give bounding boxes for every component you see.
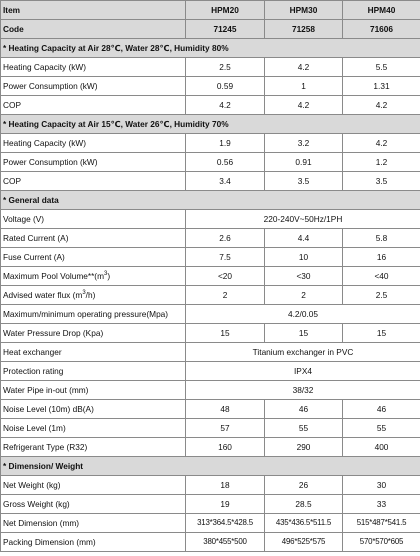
section-heading [1, 191, 420, 210]
row-label: Power Consumption (kW) [1, 153, 186, 172]
row-label: Refrigerant Type (R32) [1, 438, 186, 457]
cell-hpm20: 15 [186, 324, 265, 343]
row-label: Heating Capacity (kW) [1, 134, 186, 153]
cell-hpm40: 15 [343, 324, 420, 343]
cell-hpm30: 3.2 [265, 134, 343, 153]
cell-hpm20: 19 [186, 495, 265, 514]
row-label: Noise Level (10m) dB(A) [1, 400, 186, 419]
cell-hpm30: 1 [265, 77, 343, 96]
row-label: Noise Level (1m) [1, 419, 186, 438]
row-label: Heat exchanger [1, 343, 186, 362]
cell-hpm40: 5.8 [343, 229, 420, 248]
row-label: Power Consumption (kW) [1, 77, 186, 96]
code-label: Code [1, 20, 186, 39]
cell-hpm40: 4.2 [343, 134, 420, 153]
table-row [1, 134, 420, 153]
cell-hpm40: 570*570*605 [343, 533, 420, 552]
cell-hpm20: 57 [186, 419, 265, 438]
table-row [1, 476, 420, 495]
cell-hpm40: 4.2 [343, 96, 420, 115]
row-label: Heating Capacity (kW) [1, 58, 186, 77]
row-label: Net Weight (kg) [1, 476, 186, 495]
cell-hpm40: 33 [343, 495, 420, 514]
cell-hpm30: 55 [265, 419, 343, 438]
row-label: Water Pipe in-out (mm) [1, 381, 186, 400]
table-row [1, 400, 420, 419]
cell-hpm40: 1.31 [343, 77, 420, 96]
row-label: Packing Dimension (mm) [1, 533, 186, 552]
cell-hpm30: 28.5 [265, 495, 343, 514]
cell-hpm40: 46 [343, 400, 420, 419]
cell-hpm20: 313*364.5*428.5 [186, 514, 265, 533]
table-row [1, 210, 420, 229]
cell-hpm30: 4.2 [265, 96, 343, 115]
cell-hpm30: 290 [265, 438, 343, 457]
row-label: Net Dimension (mm) [1, 514, 186, 533]
row-label: Maximum/minimum operating pressure(Mpa) [1, 305, 186, 324]
cell-hpm40: 30 [343, 476, 420, 495]
cell-hpm40: 1.2 [343, 153, 420, 172]
cell-hpm20: 4.2 [186, 96, 265, 115]
water-flux-label: Advised water flux (m [3, 290, 83, 300]
header-row [1, 1, 420, 20]
table-row [1, 77, 420, 96]
section-heading [1, 115, 420, 134]
cell-hpm20: 160 [186, 438, 265, 457]
cell-hpm30: 15 [265, 324, 343, 343]
superscript: 3 [82, 290, 86, 297]
cell-hpm30: 4.2 [265, 58, 343, 77]
water-pipe-value: 38/32 [186, 381, 420, 400]
cell-hpm30: 496*525*575 [265, 533, 343, 552]
row-label [1, 267, 186, 286]
model-hpm20: HPM20 [186, 1, 265, 20]
cell-hpm20: 2.5 [186, 58, 265, 77]
voltage-value: 220-240V~50Hz/1PH [186, 210, 420, 229]
cell-hpm20: <20 [186, 267, 265, 286]
table-row [1, 267, 420, 286]
cell-hpm20: 3.4 [186, 172, 265, 191]
code-hpm30: 71258 [265, 20, 343, 39]
cell-hpm20: 2.6 [186, 229, 265, 248]
section-title-heating-15: * Heating Capacity at Air 15℃, Water 26℃, Humidity 70% [1, 115, 420, 134]
cell-hpm40: 55 [343, 419, 420, 438]
cell-hpm30: 26 [265, 476, 343, 495]
cell-hpm40: 2.5 [343, 286, 420, 305]
code-hpm40: 71606 [343, 20, 420, 39]
cell-hpm30: 435*436.5*511.5 [265, 514, 343, 533]
row-label: Voltage (V) [1, 210, 186, 229]
table-row [1, 229, 420, 248]
section-title-general: * General data [1, 191, 420, 210]
cell-hpm40: 515*487*541.5 [343, 514, 420, 533]
cell-hpm30: <30 [265, 267, 343, 286]
cell-hpm20: 18 [186, 476, 265, 495]
table-row [1, 343, 420, 362]
cell-hpm20: 7.5 [186, 248, 265, 267]
table-row [1, 362, 420, 381]
table-row [1, 438, 420, 457]
cell-hpm40: 400 [343, 438, 420, 457]
row-label: Protection rating [1, 362, 186, 381]
code-row [1, 20, 420, 39]
code-hpm20: 71245 [186, 20, 265, 39]
table-row [1, 324, 420, 343]
heat-exchanger-value: Titanium exchanger in PVC [186, 343, 420, 362]
cell-hpm30: 3.5 [265, 172, 343, 191]
table-row [1, 58, 420, 77]
cell-hpm20: 0.59 [186, 77, 265, 96]
table-row [1, 286, 420, 305]
table-row [1, 533, 420, 552]
section-heading [1, 457, 420, 476]
table-row [1, 419, 420, 438]
cell-hpm30: 0.91 [265, 153, 343, 172]
cell-hpm20: 48 [186, 400, 265, 419]
cell-hpm30: 4.4 [265, 229, 343, 248]
protection-value: IPX4 [186, 362, 420, 381]
table-row [1, 381, 420, 400]
cell-hpm20: 1.9 [186, 134, 265, 153]
section-title-dimension: * Dimension/ Weight [1, 457, 420, 476]
header-item-label: Item [1, 1, 186, 20]
model-hpm40: HPM40 [343, 1, 420, 20]
pool-volume-label: Maximum Pool Volume**(m [3, 271, 104, 281]
cell-hpm30: 46 [265, 400, 343, 419]
table-row [1, 96, 420, 115]
label-suffix: ) [107, 271, 111, 281]
model-hpm30: HPM30 [265, 1, 343, 20]
cell-hpm40: 16 [343, 248, 420, 267]
label-suffix: /h) [85, 290, 96, 300]
row-label: Water Pressure Drop (Kpa) [1, 324, 186, 343]
cell-hpm30: 10 [265, 248, 343, 267]
row-label: Gross Weight (kg) [1, 495, 186, 514]
table-row [1, 172, 420, 191]
row-label: Rated Current (A) [1, 229, 186, 248]
cell-hpm20: 0.56 [186, 153, 265, 172]
cell-hpm30: 2 [265, 286, 343, 305]
row-label: COP [1, 172, 186, 191]
cell-hpm20: 380*455*500 [186, 533, 265, 552]
table-row [1, 495, 420, 514]
section-heading [1, 39, 420, 58]
cell-hpm40: 3.5 [343, 172, 420, 191]
row-label: Fuse Current (A) [1, 248, 186, 267]
cell-hpm40: 5.5 [343, 58, 420, 77]
cell-hpm40: <40 [343, 267, 420, 286]
section-title-heating-28: * Heating Capacity at Air 28℃, Water 28℃, Humidity 80% [1, 39, 420, 58]
table-row [1, 248, 420, 267]
row-label: COP [1, 96, 186, 115]
table-row [1, 153, 420, 172]
table-row [1, 305, 420, 324]
pressure-value: 4.2/0.05 [186, 305, 420, 324]
row-label [1, 286, 186, 305]
table-row [1, 514, 420, 533]
superscript: 3 [103, 271, 108, 278]
cell-hpm20: 2 [186, 286, 265, 305]
